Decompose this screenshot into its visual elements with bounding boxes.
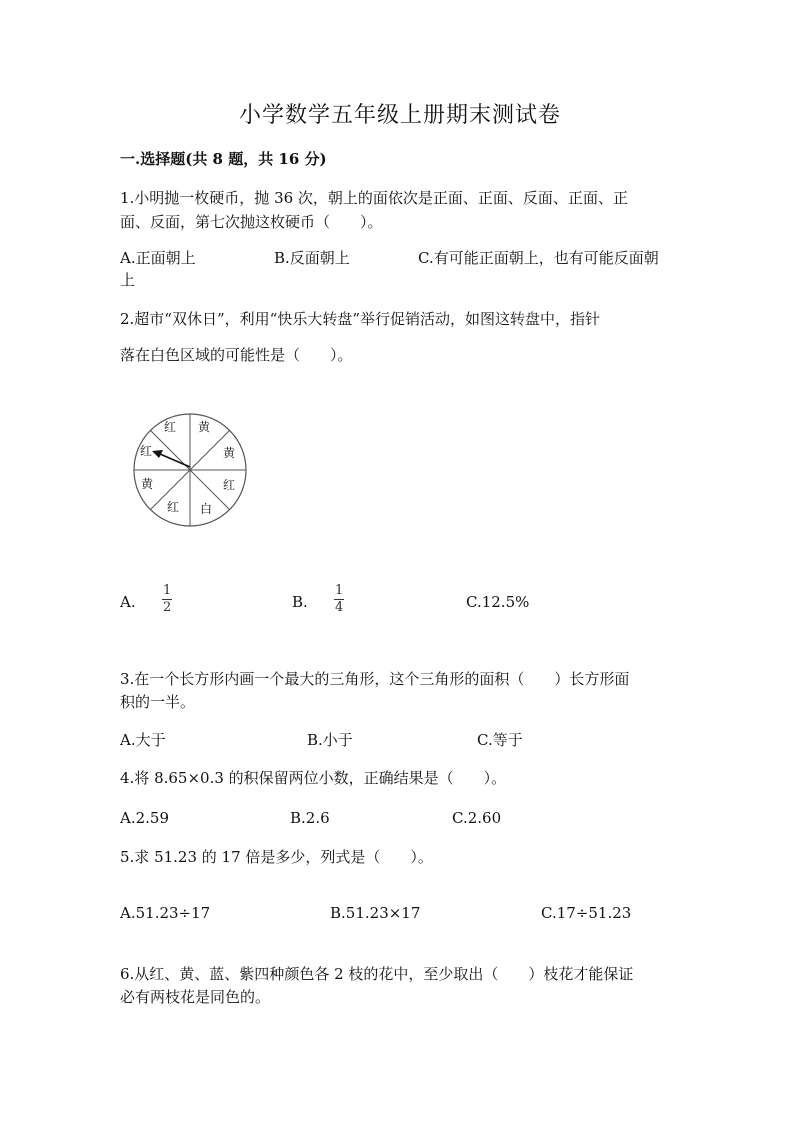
segment-label: 黄 bbox=[197, 420, 211, 434]
option-c[interactable]: C.等于 bbox=[477, 731, 523, 749]
option-a[interactable]: A.51.23÷17 bbox=[120, 904, 211, 922]
segment-label: 红 bbox=[222, 478, 236, 492]
option-b[interactable]: B.小于 bbox=[307, 731, 353, 749]
option-b[interactable]: B. bbox=[292, 593, 308, 611]
question-text-line: 面、反面，第七次抛这枚硬币（ ）。 bbox=[120, 213, 383, 231]
fraction-numerator: 1 bbox=[335, 583, 344, 598]
segment-label: 黄 bbox=[140, 477, 154, 491]
fraction-one-quarter bbox=[334, 584, 344, 615]
option-b[interactable]: B.2.6 bbox=[290, 809, 330, 827]
question-text-line: 6.从红、黄、蓝、紫四种颜色各 2 枝的花中，至少取出（ ）枝花才能保证 bbox=[120, 965, 634, 983]
fraction-denominator: 2 bbox=[163, 600, 172, 615]
question-text-line: 落在白色区域的可能性是（ ）。 bbox=[120, 346, 353, 364]
option-c-continued: 上 bbox=[120, 271, 136, 289]
option-a[interactable]: A.2.59 bbox=[120, 809, 169, 827]
segment-label: 红 bbox=[163, 420, 177, 434]
option-b[interactable]: B.反面朝上 bbox=[274, 249, 350, 267]
option-c[interactable]: C.有可能正面朝上，也有可能反面朝 bbox=[418, 249, 659, 267]
option-a[interactable]: A.正面朝上 bbox=[120, 249, 196, 267]
segment-label: 红 bbox=[139, 444, 153, 458]
question-text-line: 4.将 8.65×0.3 的积保留两位小数，正确结果是（ ）。 bbox=[120, 769, 507, 787]
option-a[interactable]: A. bbox=[120, 593, 136, 611]
question-text-line: 积的一半。 bbox=[120, 693, 196, 711]
segment-label: 白 bbox=[199, 502, 213, 516]
segment-label: 黄 bbox=[222, 446, 236, 460]
question-text-line: 1.小明抛一枚硬币，抛 36 次，朝上的面依次是正面、正面、反面、正面、正 bbox=[120, 189, 628, 207]
question-text-line: 3.在一个长方形内画一个最大的三角形，这个三角形的面积（ ）长方形面 bbox=[120, 670, 630, 688]
question-text-line: 2.超市“双休日”，利用“快乐大转盘”举行促销活动，如图这转盘中，指针 bbox=[120, 310, 600, 328]
section-heading: 一.选择题(共 8 题，共 16 分) bbox=[120, 150, 327, 168]
fraction-denominator: 4 bbox=[335, 600, 344, 615]
spinner-wheel-figure bbox=[120, 400, 260, 540]
page-title: 小学数学五年级上册期末测试卷 bbox=[238, 103, 561, 128]
fraction-numerator: 1 bbox=[163, 583, 172, 598]
segment-label: 红 bbox=[166, 500, 180, 514]
option-a[interactable]: A.大于 bbox=[120, 731, 166, 749]
question-text-line: 5.求 51.23 的 17 倍是多少，列式是（ ）。 bbox=[120, 848, 433, 866]
fraction-one-half bbox=[162, 584, 172, 615]
question-text-line: 必有两枝花是同色的。 bbox=[120, 988, 271, 1006]
option-b[interactable]: B.51.23×17 bbox=[330, 904, 421, 922]
option-c[interactable]: C.17÷51.23 bbox=[541, 904, 632, 922]
option-c[interactable]: C.2.60 bbox=[452, 809, 502, 827]
option-c[interactable]: C.12.5% bbox=[466, 593, 530, 611]
